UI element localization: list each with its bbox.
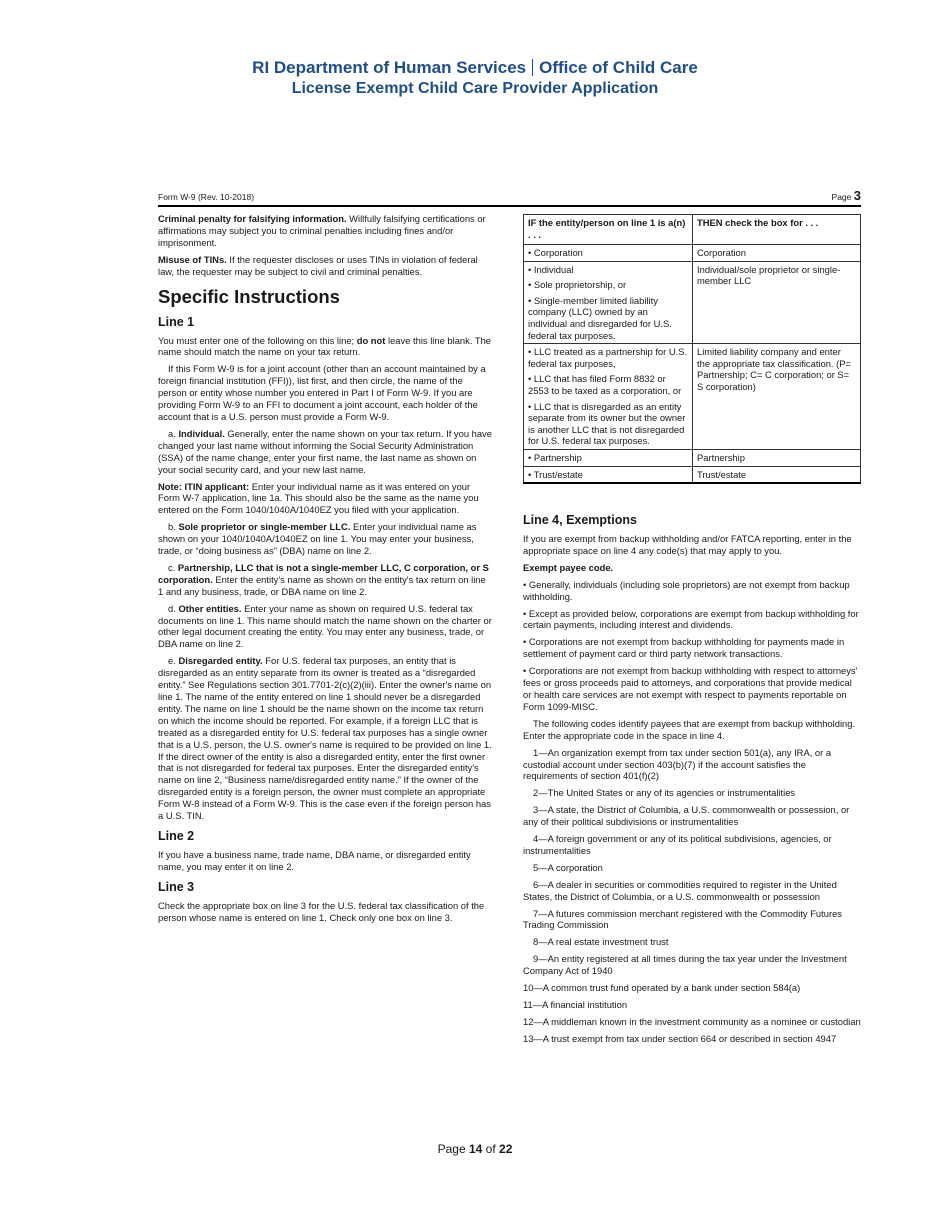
exempt-code-item: 2—The United States or any of its agencies or instrumentalities: [533, 787, 796, 799]
line3-text: Check the appropriate box on line 3 for the U.S. federal tax classification of the person whose name is entered on line 1. Check only one box on line 3.: [158, 899, 485, 923]
line1-item-d: d. Other entities. Enter your name as shown on required U.S. federal tax documents on line 1. This name should match the name shown on the charter or other legal document creating the entity. You may enter any business, trade, or DBA name on line 2.: [158, 602, 492, 650]
page-footer: Page 14 of 22: [437, 1142, 513, 1156]
line1-item-a: a. Individual. Generally, enter the name shown on your tax return. If you have changed your last name without informing the Social Security Administration (SSA) of the name change, enter your first name, the last name as shown on your social security card, and your new last name.: [158, 427, 492, 475]
line1-joint-account: If this Form W-9 is for a joint account (other than an account maintained by a foreign financial institution (FFI)), list first, and then circle, the name of the person or entity whose number you entered in Part I of Form W-9. If you are providing Form W-9 to an FFI to document a joint account, each holder of the account that is a U.S. person must provide a Form W-9.: [158, 363, 486, 422]
table-cell-if: • LLC treated as a partnership for U.S. federal tax purposes, • LLC that has filed Form 8832 or 2553 to be taxed as a corporation, or • LLC that is disregarded as an entity separate from its owner but the owner is another LLC that is not disregarded for U.S. federal tax purposes.: [524, 344, 693, 450]
table-cell-then: Limited liability company and enter the appropriate tax classification. (P= Partnership; C= C corporation; or S= S corporation): [693, 344, 861, 450]
criminal-penalty-paragraph: Criminal penalty for falsifying information. Willfully falsifying certifications or affirmations may subject you to criminal penalties including fines and/or imprisonment.: [158, 213, 486, 248]
exempt-code-item: 5—A corporation: [533, 861, 603, 873]
exempt-code-item: 3—A state, the District of Columbia, a U.S. commonwealth or possession, or any of their political subdivisions or instrumentalities: [523, 804, 850, 828]
exempt-payee-heading: Exempt payee code.: [523, 561, 614, 573]
exempt-code-item: 13—A trust exempt from tax under section 664 or described in section 4947: [523, 1032, 837, 1044]
line2-heading: Line 2: [158, 828, 195, 843]
line1-itin-note: Note: ITIN applicant: Enter your individual name as it was entered on your Form W-7 application, line 1a. This should also be the same as the name you entered on the Form 1040/1040A/1040EZ you filed with your application.: [158, 480, 479, 516]
agency-name: RI Department of Human Services: [252, 58, 527, 77]
left-column: [158, 213, 493, 929]
table-row: [524, 449, 861, 466]
page-header-agency-line: [0, 58, 950, 78]
exempt-bullet: • Corporations are not exempt from backup withholding with respect to attorneys' fees or gross proceeds paid to attorneys, and corporations that provide medical or health care services are not exempt with respect to payments reportable on Form 1099-MISC.: [523, 665, 858, 712]
table-header-then: THEN check the box for . . .: [693, 215, 861, 245]
line1-item-e: e. Disregarded entity. For U.S. federal tax purposes, an entity that is disregarded as an entity separate from its owner is treated as a “disregarded entity.” See Regulations section 301.7701-2(c)(2)(iii). Enter the owner's name on line 1. The name of the entity entered on line 1 should never be a disregarded entity. The name on line 1 should be the name shown on the income tax return on which the income should be reported. For example, if a foreign LLC that is treated as a disregarded entity for U.S. federal tax purposes has a single owner that is a U.S. person, the U.S. owner's name is required to be provided on line 1. If the direct owner of the entity is also a disregarded entity, enter the first owner that is not disregarded for federal tax purposes. Enter the disregarded entity's name on line 2, “Business name/disregarded entity name.” If the owner of the disregarded entity is a foreign person, the owner must complete an appropriate Form W-8 instead of a Form W-9. This is the case even if the foreign person has a U.S. TIN.: [158, 655, 492, 822]
table-cell-if: • Trust/estate: [524, 466, 693, 483]
table-header-if: IF the entity/person on line 1 is a(n) . . .: [524, 215, 693, 245]
exempt-code-item: 11—A financial institution: [523, 999, 628, 1010]
office-name: Office of Child Care: [539, 58, 698, 77]
line4-heading: Line 4, Exemptions: [523, 513, 637, 527]
exempt-code-item: 12—A middleman known in the investment community as a nominee or custodian: [523, 1015, 861, 1027]
table-cell-if: • Partnership: [524, 449, 693, 466]
form-header-bar: [158, 190, 861, 207]
line3-heading: Line 3: [158, 879, 195, 894]
table-row: [524, 261, 861, 344]
exempt-code-item: 9—An entity registered at all times during the tax year under the Investment Company Act of 1940: [523, 953, 847, 977]
exempt-bullet: • Except as provided below, corporations are exempt from backup withholding for certain payments, including interest and dividends.: [523, 607, 859, 631]
table-cell-then: Corporation: [693, 245, 861, 262]
header-separator: [532, 59, 533, 76]
specific-instructions-heading: Specific Instructions: [158, 285, 340, 307]
exempt-code-item: 10—A common trust fund operated by a bank under section 584(a): [523, 982, 801, 994]
table-header-row: [524, 215, 861, 245]
exempt-code-item: 7—A futures commission merchant registered with the Commodity Futures Trading Commission: [523, 907, 842, 931]
line1-intro: You must enter one of the following on this line; do not leave this line blank. The name should match the name on your tax return.: [158, 334, 492, 358]
exempt-bullet: • Generally, individuals (including sole proprietors) are not exempt from backup withholding.: [523, 578, 850, 602]
table-cell-then: Trust/estate: [693, 466, 861, 483]
exempt-code-item: 1—An organization exempt from tax under section 501(a), any IRA, or a custodial account under section 403(b)(7) if the account satisfies the requirements of section 401(f)(2): [523, 746, 832, 782]
exempt-code-item: 8—A real estate investment trust: [533, 936, 669, 948]
application-title: License Exempt Child Care Provider Application: [291, 80, 659, 97]
exempt-bullet: • Corporations are not exempt from backup withholding for payments made in settlement of payment card or third party network transactions.: [523, 636, 845, 660]
line4-intro: If you are exempt from backup withholding and/or FATCA reporting, enter in the appropriate space on line 4 any code(s) that may apply to you.: [523, 533, 852, 556]
entity-classification-table: [523, 214, 861, 484]
exempt-code-item: 4—A foreign government or any of its political subdivisions, agencies, or instrumentalities: [523, 833, 832, 856]
table-cell-then: Partnership: [693, 449, 861, 466]
right-column: [523, 513, 861, 1050]
form-page-number: Page 3: [831, 188, 861, 203]
exempt-code-item: 6—A dealer in securities or commodities required to register in the United States, the District of Columbia, or a U.S. commonwealth or possession: [523, 878, 837, 902]
line1-heading: Line 1: [158, 314, 195, 329]
table-cell-if: • Corporation: [524, 245, 693, 262]
table-row: [524, 466, 861, 483]
form-id: Form W-9 (Rev. 10-2018): [158, 192, 255, 202]
table-row: [524, 245, 861, 262]
table-row: [524, 344, 861, 450]
table-cell-if: • Individual • Sole proprietorship, or • Single-member limited liability company (LLC) owned by an individual and disregarded for U.S. federal tax purposes.: [524, 261, 693, 344]
misuse-tins-paragraph: Misuse of TINs. If the requester discloses or uses TINs in violation of federal law, the requester may be subject to civil and criminal penalties.: [158, 253, 478, 277]
line1-item-b: b. Sole proprietor or single-member LLC. Enter your individual name as shown on your 1040/1040A/1040EZ on line 1. You may enter your business, trade, or “doing business as” (DBA) name on line 2.: [158, 521, 477, 557]
table-cell-then: Individual/sole proprietor or single-member LLC: [693, 261, 861, 344]
codes-intro: The following codes identify payees that are exempt from backup withholding. Enter the appropriate code in the space in line 4.: [523, 717, 856, 741]
line1-item-c: c. Partnership, LLC that is not a single-member LLC, C corporation, or S corporation. Enter the entity's name as shown on the entity's tax return on line 1 and any business, trade, or DBA name on line 2.: [158, 561, 489, 597]
line2-text: If you have a business name, trade name, DBA name, or disregarded entity name, you may enter it on line 2.: [158, 848, 471, 872]
